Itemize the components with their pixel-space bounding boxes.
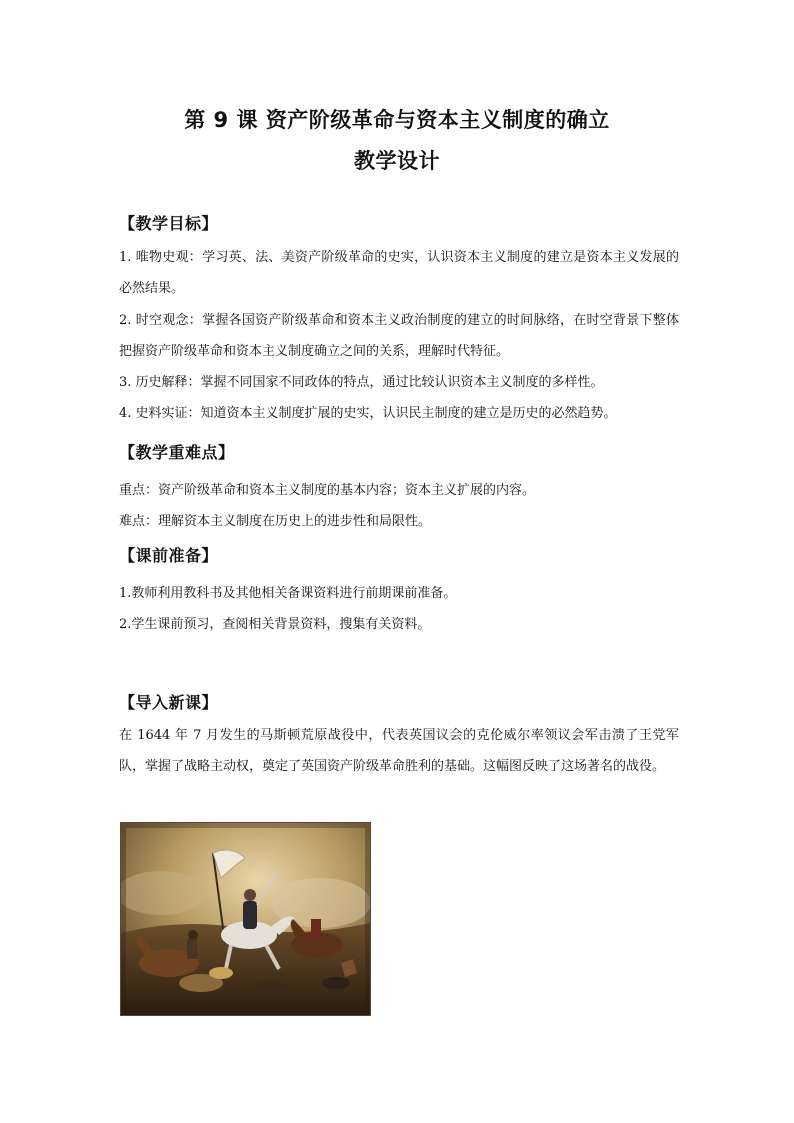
document-subtitle: 教学设计 <box>354 149 440 173</box>
painting-illustration <box>121 823 370 1015</box>
section-heading-intro: 【导入新课】 <box>119 693 219 712</box>
section-heading-preparation: 【课前准备】 <box>119 546 219 565</box>
objective-item-4: 4. 史料实证：知道资本主义制度扩展的史实，认识民主制度的建立是历史的必然趋势。 <box>119 406 617 421</box>
objective-item-1: 1. 唯物史观：学习英、法、美资产阶级革命的史实，认识资本主义制度的建立是资本主义发展的必然结果。 <box>119 250 679 296</box>
key-point-difficulty: 难点：理解资本主义制度在历史上的进步性和局限性。 <box>119 514 432 529</box>
preparation-item-1: 1.教师利用教科书及其他相关备课资料进行前期课前准备。 <box>119 586 457 601</box>
document-title: 第 9 课 资产阶级革命与资本主义制度的确立 <box>184 108 610 132</box>
objective-item-2: 2. 时空观念：掌握各国资产阶级革命和资本主义政治制度的建立的时间脉络，在时空背景下整体把握资产阶级革命和资本主义制度确立之间的关系，理解时代特征。 <box>119 313 679 359</box>
intro-paragraph: 在 1644 年 7 月发生的马斯顿荒原战役中，代表英国议会的克伦威尔率领议会军击溃了王党军队，掌握了战略主动权，奠定了英国资产阶级革命胜利的基础。这幅图反映了这场著名的战役。 <box>119 728 679 774</box>
key-point-focus: 重点：资产阶级革命和资本主义制度的基本内容；资本主义扩展的内容。 <box>119 483 536 498</box>
objective-item-3: 3. 历史解释：掌握不同国家不同政体的特点，通过比较认识资本主义制度的多样性。 <box>119 375 604 390</box>
section-heading-key-points: 【教学重难点】 <box>119 443 235 462</box>
preparation-item-2: 2.学生课前预习，查阅相关背景资料，搜集有关资料。 <box>119 617 431 632</box>
section-heading-objectives: 【教学目标】 <box>119 214 219 233</box>
battle-painting-image <box>120 822 371 1016</box>
